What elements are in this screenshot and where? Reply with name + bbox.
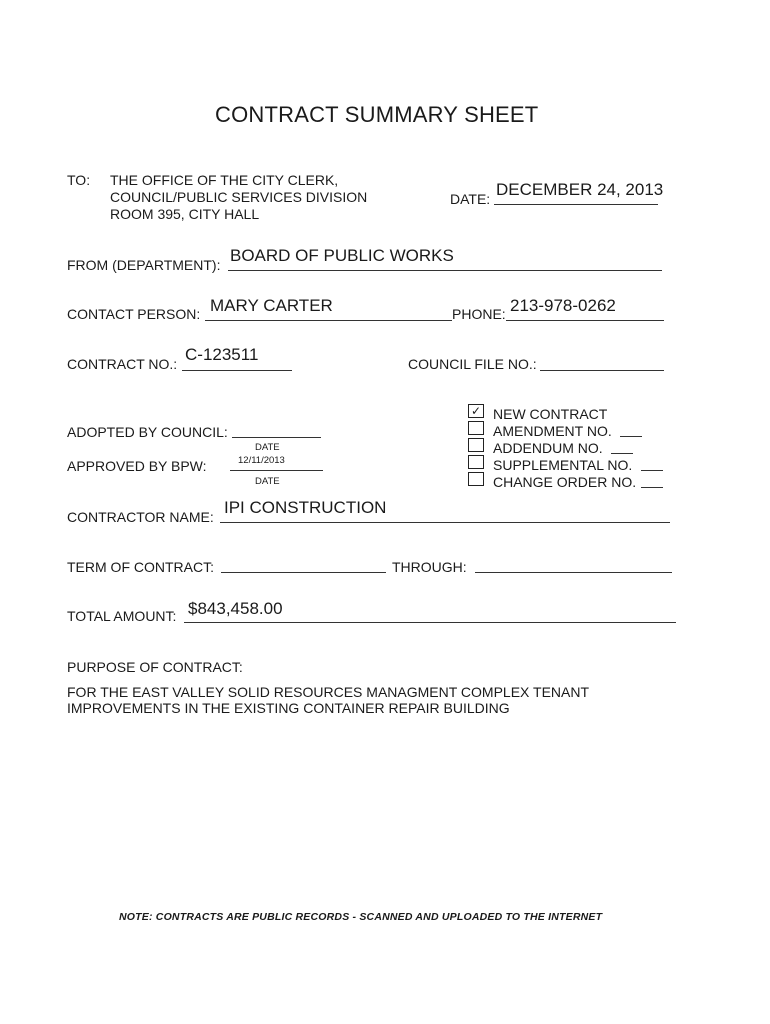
term-label: TERM OF CONTRACT: (67, 559, 214, 575)
purpose-line-2: IMPROVEMENTS IN THE EXISTING CONTAINER REPAIR BUILDING (67, 700, 510, 716)
contractor-line (220, 522, 670, 523)
from-value: BOARD OF PUBLIC WORKS (230, 246, 454, 265)
total-value: $843,458.00 (188, 599, 283, 618)
checkbox-new-contract[interactable]: ✓ (468, 404, 484, 418)
contractor-label: CONTRACTOR NAME: (67, 509, 214, 525)
contact-line (205, 320, 452, 321)
change-order-no-line (641, 487, 663, 488)
to-line-3: ROOM 395, CITY HALL (110, 206, 260, 222)
checkbox-addendum[interactable] (468, 438, 484, 452)
amendment-label: AMENDMENT NO. (493, 423, 612, 439)
contract-no-line (182, 370, 292, 371)
approved-value: 12/11/2013 (238, 455, 285, 466)
approved-label: APPROVED BY BPW: (67, 458, 207, 474)
public-records-note: NOTE: CONTRACTS ARE PUBLIC RECORDS - SCANNED AND UPLOADED TO THE INTERNET (119, 911, 603, 923)
adopted-date-caption: DATE (255, 442, 280, 453)
checkbox-amendment[interactable] (468, 421, 484, 435)
to-label: TO: (67, 172, 91, 188)
adopted-label: ADOPTED BY COUNCIL: (67, 424, 228, 440)
contract-no-label: CONTRACT NO.: (67, 356, 178, 372)
phone-value: 213-978-0262 (510, 296, 616, 315)
approved-line (230, 470, 323, 471)
total-line (184, 622, 676, 623)
through-label: THROUGH: (392, 559, 467, 575)
date-line (494, 204, 658, 205)
supplemental-label: SUPPLEMENTAL NO. (493, 457, 633, 473)
from-line (228, 270, 662, 271)
to-line-1: THE OFFICE OF THE CITY CLERK, (110, 172, 339, 188)
to-line-2: COUNCIL/PUBLIC SERVICES DIVISION (110, 189, 368, 205)
addendum-no-line (611, 453, 633, 454)
addendum-label: ADDENDUM NO. (493, 440, 603, 456)
phone-line (506, 320, 664, 321)
change-order-label: CHANGE ORDER NO. (493, 474, 637, 490)
date-value: DECEMBER 24, 2013 (496, 180, 664, 199)
contact-value: MARY CARTER (210, 296, 333, 315)
approved-date-caption: DATE (255, 476, 280, 487)
date-label: DATE: (450, 191, 491, 207)
contact-label: CONTACT PERSON: (67, 306, 201, 322)
page-title: CONTRACT SUMMARY SHEET (215, 102, 539, 127)
purpose-label: PURPOSE OF CONTRACT: (67, 659, 243, 675)
total-label: TOTAL AMOUNT: (67, 608, 177, 624)
phone-label: PHONE: (452, 306, 506, 322)
contractor-value: IPI CONSTRUCTION (224, 498, 387, 517)
council-file-label: COUNCIL FILE NO.: (408, 356, 537, 372)
council-file-line (540, 370, 664, 371)
from-label: FROM (DEPARTMENT): (67, 257, 221, 273)
adopted-line (232, 437, 321, 438)
term-line (221, 572, 386, 573)
new-contract-label: NEW CONTRACT (493, 406, 608, 422)
contract-no-value: C-123511 (185, 345, 259, 364)
through-line (475, 572, 672, 573)
checkbox-supplemental[interactable] (468, 455, 484, 469)
amendment-no-line (620, 436, 642, 437)
checkbox-change-order[interactable] (468, 472, 484, 486)
supplemental-no-line (641, 470, 663, 471)
purpose-line-1: FOR THE EAST VALLEY SOLID RESOURCES MANAGMENT COMPLEX TENANT (67, 684, 590, 700)
